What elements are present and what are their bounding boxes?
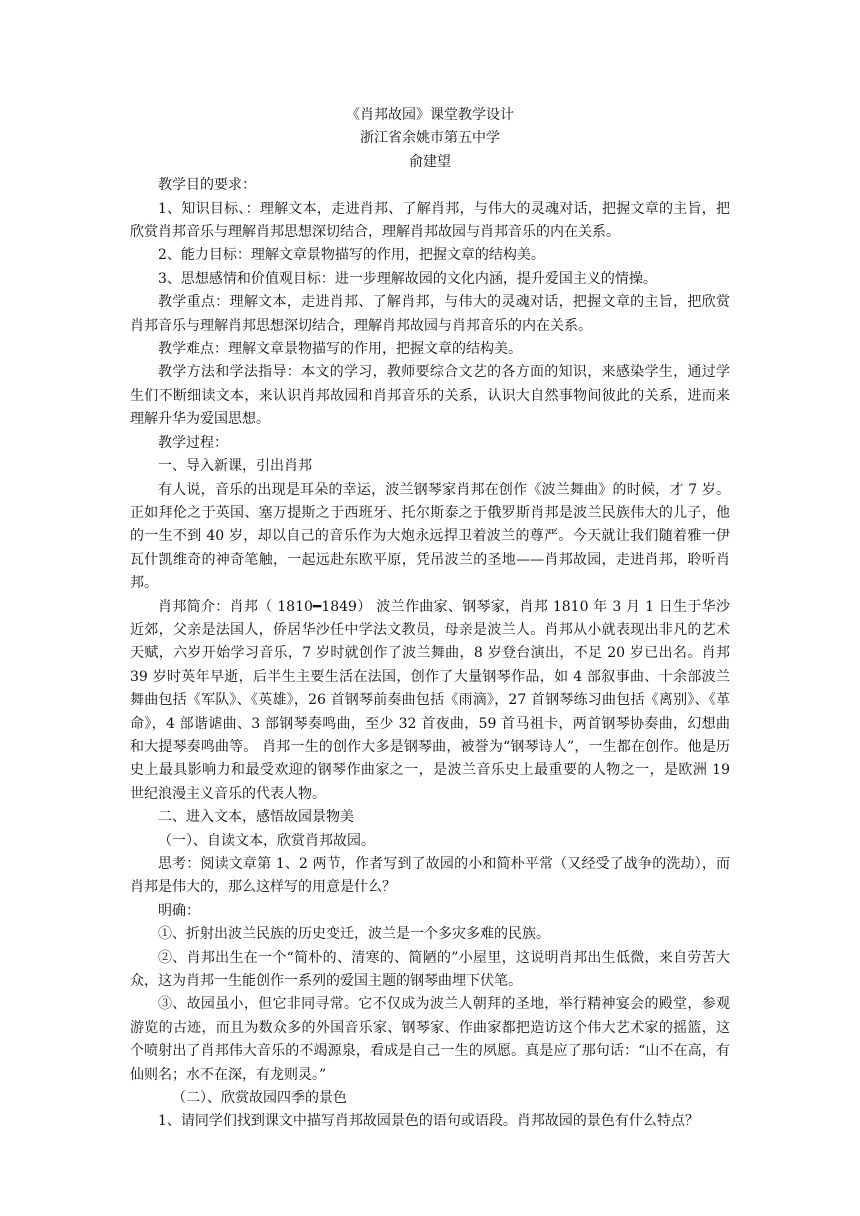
part-2-heading: （二）、欣赏故园四季的景色 [172,1090,347,1107]
chopin-biography: 肖邦简介：肖邦（ 1810━1849） 波兰作曲家、钢琴家，肖邦 1810 年 3 月 1 日生于华沙近郊，父亲是法国人，侨居华沙任中学法文教员，母亲是波兰人。肖邦从小就表现出非凡的艺术天赋，六岁开始学习音乐，7 岁时就创作了波兰舞曲，8 岁登台演出，不足 20 岁已出名。肖邦 39 岁时英年早逝，后半生主要生活在法国，创作了大量钢琴作品，如 4 部叙事曲、十余部波兰舞曲包括《军队》、《英雄》，26 首钢琴前奏曲包括《雨滴》，27 首钢琴练习曲包括《离别》、《革命》，4 部谐谑曲、3 部钢琴奏鸣曲，至少 32 首夜曲，59 首马祖卡，两首钢琴协奏曲，幻想曲和大提琴奏鸣曲等。 肖邦一生的创作大多是钢琴曲，被誉为“钢琴诗人”，一生都在创作。他是历史上最具影响力和最受欢迎的钢琴作曲家之一，是波兰音乐史上最重要的人物之一，是欧洲 19 世纪浪漫主义音乐的代表人物。 [130,598,730,802]
section-2-heading: 二、进入文本，感悟故园景物美 [158,809,354,826]
objective-values: 3、思想感情和价值观目标：进一步理解故园的文化内涵，提升爱国主义的情操。 [158,270,657,287]
teaching-method: 教学方法和学法指导：本文的学习，教师要综合文艺的各方面的知识，来感染学生，通过学生们不断细读文本，来认识肖邦故园和肖邦音乐的关系，认识大自然事物间彼此的关系，进而来理解升华为爱国思想。 [130,364,730,428]
document-page [130,104,730,1134]
document-title: 《肖邦故园》课堂教学设计 [346,107,514,123]
objective-knowledge: 1、知识目标、：理解文本，走进肖邦、了解肖邦，与伟大的灵魂对话，把握文章的主旨，把欣赏肖邦音乐与理解肖邦思想深切结合，理解肖邦故园与肖邦音乐的内在关系。 [130,200,730,241]
part-1-heading: （一）、自读文本，欣赏肖邦故园。 [158,832,375,849]
answer-item-1: ①、折射出波兰民族的历史变迁，波兰是一个多灾多难的民族。 [158,926,550,943]
section-1-intro: 有人说，音乐的出现是耳朵的幸运，波兰钢琴家肖邦在创作《波兰舞曲》的时候，才 7 岁。正如拜伦之于英国、塞万提斯之于西班牙、托尔斯泰之于俄罗斯肖邦是波兰民族伟大的儿子，他的一生不到 40 岁，却以自己的音乐作为大炮永远捍卫着波兰的尊严。今天就让我们随着雅一伊瓦什凯维奇的神奇笔触，一起远赴东欧平原，凭吊波兰的圣地——肖邦故园，走进肖邦，聆听肖邦。 [130,481,730,592]
answer-label: 明确： [158,902,200,919]
answer-item-3: ③、故园虽小，但它非同寻常。它不仅成为波兰人朝拜的圣地，举行精神宴会的殿堂，参观游览的古迹，而且为数众多的外国音乐家、钢琴家、作曲家都把造访这个伟大艺术家的摇篮，这个喷射出了肖邦伟大音乐的不竭源泉，看成是自己一生的夙愿。真是应了那句话：“山不在高，有仙则名；水不在深，有龙则灵。” [130,996,730,1083]
answer-item-2: ②、肖邦出生在一个“简朴的、清寒的、简陋的”小屋里，这说明肖邦出生低微，来自劳苦大众，这为肖邦一生能创作一系列的爱国主题的钢琴曲埋下伏笔。 [130,949,730,990]
author-name: 俞建望 [409,153,451,170]
school-name: 浙江省余姚市第五中学 [360,130,500,147]
part-1-question: 思考：阅读文章第 1、2 两节，作者写到了故园的小和简朴平常（又经受了战争的洗劫），而肖邦是伟大的，那么这样写的用意是什么？ [130,856,730,896]
teaching-difficulty: 教学难点：理解文章景物描写的作用，把握文章的结构美。 [158,341,522,358]
section-1-heading: 一、导入新课，引出肖邦 [158,458,312,475]
objective-ability: 2、能力目标：理解文章景物描写的作用，把握文章的结构美。 [158,247,545,264]
teaching-key-point: 教学重点：理解文本，走进肖邦、了解肖邦，与伟大的灵魂对话，把握文章的主旨，把欣赏肖邦音乐与理解肖邦思想深切结合，理解肖邦故园与肖邦音乐的内在关系。 [130,294,730,334]
part-2-question: 1、请同学们找到课文中描写肖邦故园景色的语句或语段。肖邦故园的景色有什么特点？ [158,1113,699,1130]
objectives-heading: 教学目的要求： [158,177,256,194]
process-heading: 教学过程： [158,434,228,451]
